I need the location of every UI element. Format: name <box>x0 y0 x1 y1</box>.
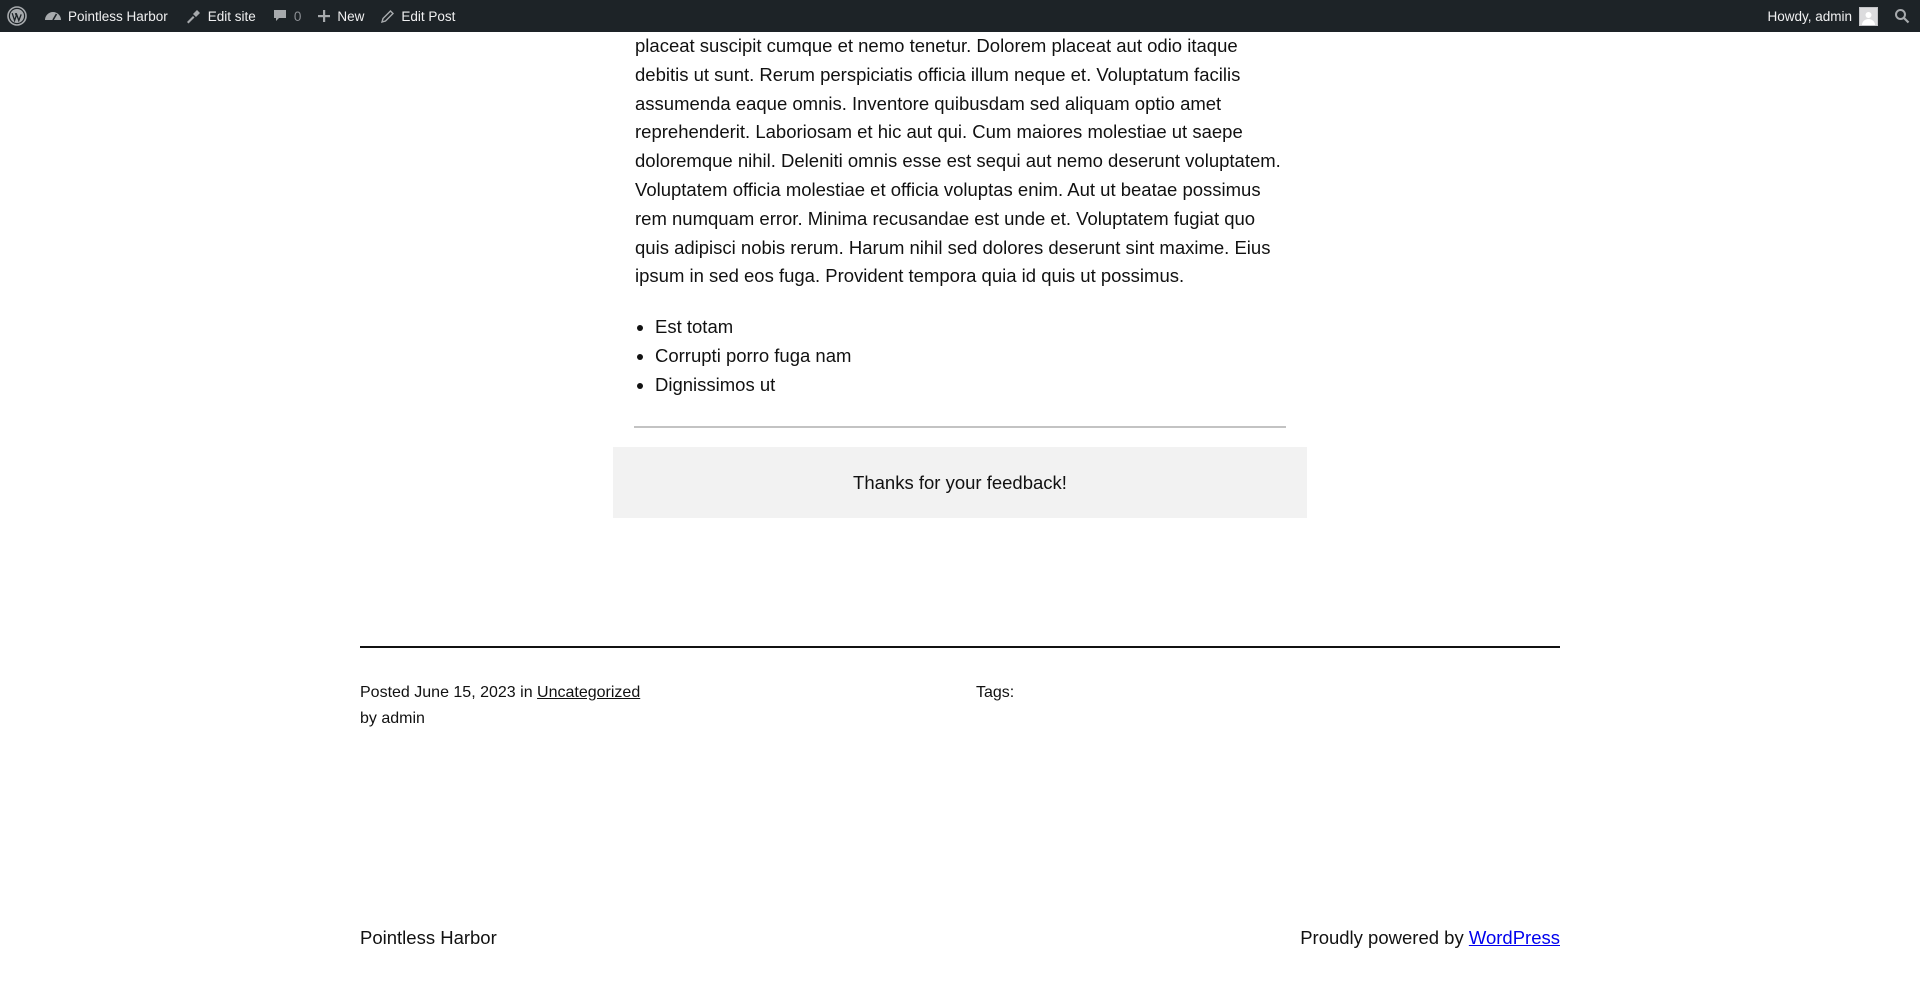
my-account-menu[interactable] <box>1759 0 1886 32</box>
edit-post-button[interactable] <box>372 0 463 32</box>
plus-icon <box>317 9 331 23</box>
footer-site-title-text: Pointless Harbor <box>360 927 497 948</box>
feedback-notice <box>613 447 1307 518</box>
post-date[interactable]: June 15, 2023 <box>414 684 516 701</box>
edit-site-label: Edit site <box>207 8 256 24</box>
admin-bar <box>0 0 1920 32</box>
powered-prefix: Proudly powered by <box>1300 927 1464 948</box>
comment-bubble-icon <box>272 8 288 24</box>
admin-bar-right <box>1759 0 1920 32</box>
edit-site-button[interactable] <box>176 0 264 32</box>
tags-label: Tags: <box>976 684 1015 701</box>
by-prefix: by <box>360 710 377 727</box>
comments-button[interactable] <box>264 0 310 32</box>
author-line <box>360 706 640 732</box>
list-item: • Est totam <box>655 313 1287 342</box>
howdy-label: Howdy, admin <box>1767 8 1852 24</box>
comments-count: 0 <box>293 8 302 24</box>
post-tags <box>976 680 1014 706</box>
brush-icon <box>184 8 202 24</box>
site-name-menu[interactable] <box>36 0 176 32</box>
list-item: • Dignissimos ut <box>655 371 1287 400</box>
content-separator <box>634 426 1286 428</box>
wordpress-link[interactable]: WordPress <box>1468 927 1560 948</box>
new-content-button[interactable] <box>309 0 372 32</box>
category-link[interactable]: Uncategorized <box>537 684 641 701</box>
feedback-text: Thanks for your feedback! <box>853 471 1067 493</box>
avatar <box>1859 7 1878 26</box>
search-icon <box>1894 8 1910 24</box>
edit-post-label: Edit Post <box>401 8 456 24</box>
post-meta <box>360 680 640 732</box>
post-paragraph: placeat suscipit cumque et nemo tenetur. Dolorem placeat aut odio itaque debitis ut sunt. Rerum perspiciatis officia illum neque et. Voluptatum facilis assumenda eaque omnis. Inventore quibusdam sed aliquam optio amet reprehenderit. Laboriosam et hic aut qui. Cum maiores molestiae ut saepe doloremque nihil. Deleniti omnis esse est sequi aut nemo deserunt voluptatem. Voluptatem officia molestiae et officia voluptas enim. Aut ut beatae possimus rem numquam error. Minima recusandae est unde et. Voluptatem fugiat quo quis adipisci nobis rerum. Harum nihil sed dolores deserunt sint maxime. Eius ipsum in sed eos fuga. Provident tempora quia id quis ut possimus. <box>635 35 1281 287</box>
post-list <box>635 313 1287 399</box>
list-item: • Corrupti porro fuga nam <box>655 342 1287 371</box>
wordpress-menu[interactable] <box>0 0 36 32</box>
author-name[interactable]: admin <box>381 710 425 727</box>
post-meta-divider <box>360 646 1560 648</box>
search-button[interactable] <box>1886 0 1920 32</box>
admin-bar-left <box>0 0 463 32</box>
posted-prefix: Posted <box>360 684 410 701</box>
pencil-icon <box>380 9 395 24</box>
posted-line <box>360 680 640 706</box>
new-label: New <box>337 8 365 24</box>
in-word: in <box>520 684 533 701</box>
site-name-label: Pointless Harbor <box>68 8 168 24</box>
footer-credit <box>1300 924 1560 952</box>
wordpress-logo-icon <box>7 6 27 26</box>
dashboard-gauge-icon <box>44 8 62 24</box>
footer-site-title[interactable] <box>360 924 497 952</box>
post-content <box>635 32 1287 400</box>
